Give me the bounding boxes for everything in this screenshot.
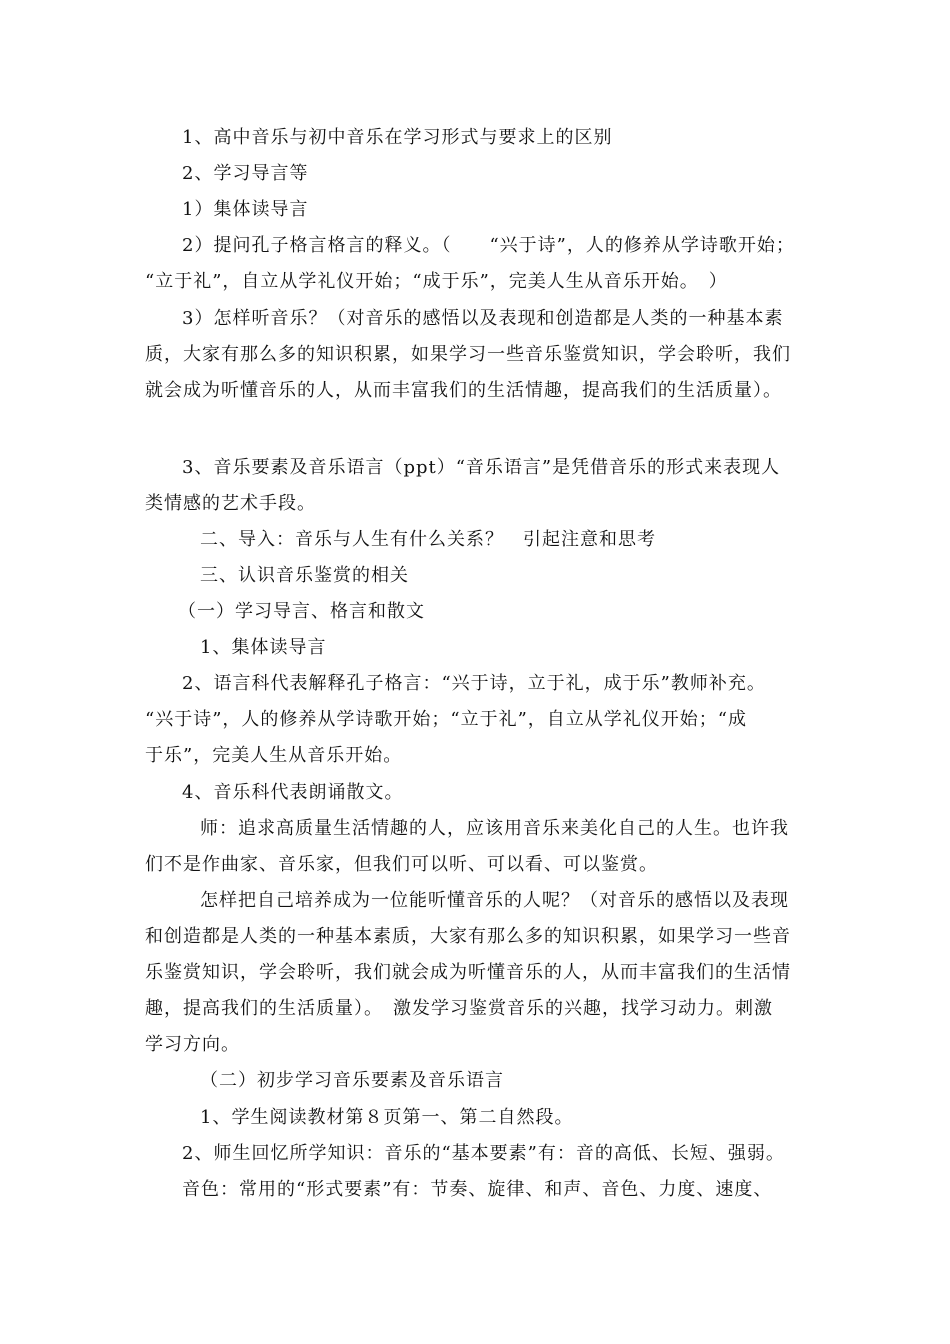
text-line: 1）集体读导言 (182, 199, 309, 220)
text-line: 二、导入：音乐与人生有什么关系？ 引起注意和思考 (200, 529, 656, 550)
text-line: 于乐”，完美人生从音乐开始。 (145, 745, 403, 766)
text-line: 乐鉴赏知识，学会聆听，我们就会成为听懂音乐的人，从而丰富我们的生活情 (145, 962, 791, 983)
text-line: 3）怎样听音乐？（对音乐的感悟以及表现和创造都是人类的一种基本素 (182, 308, 784, 329)
text-line: 师：追求高质量生活情趣的人，应该用音乐来美化自己的人生。也许我 (200, 818, 789, 839)
text-line: 2、语言科代表解释孔子格言：“兴于诗，立于礼，成于乐”教师补充。 (182, 673, 766, 694)
text-line: 三、认识音乐鉴赏的相关 (200, 565, 409, 586)
text-line: 2、师生回忆所学知识：音乐的“基本要素”有：音的高低、长短、强弱。 (182, 1143, 785, 1164)
text-line: （二）初步学习音乐要素及音乐语言 (200, 1070, 504, 1091)
text-line: 2、学习导言等 (182, 163, 309, 184)
text-line: 2）提问孔子格言格言的释义。（ “兴于诗”，人的修养从学诗歌开始； (182, 235, 795, 256)
text-line: 就会成为听懂音乐的人，从而丰富我们的生活情趣，提高我们的生活质量）。 (145, 380, 782, 401)
text-line: “兴于诗”，人的修养从学诗歌开始；“立于礼”，自立从学礼仪开始；“成 (145, 709, 748, 730)
text-line: 趣，提高我们的生活质量）。 激发学习鉴赏音乐的兴趣，找学习动力。刺激 (145, 998, 773, 1019)
text-line: 3、音乐要素及音乐语言（ppt）“音乐语言”是凭借音乐的形式来表现人 (182, 457, 781, 478)
text-line: 们不是作曲家、音乐家，但我们可以听、可以看、可以鉴赏。 (145, 854, 658, 875)
text-line: （一）学习导言、格言和散文 (178, 601, 425, 622)
text-line: 类情感的艺术手段。 (145, 493, 316, 514)
text-line: 和创造都是人类的一种基本素质，大家有那么多的知识积累，如果学习一些音 (145, 926, 791, 947)
text-line: 1、高中音乐与初中音乐在学习形式与要求上的区别 (182, 127, 613, 148)
text-line: 1、学生阅读教材第８页第一、第二自然段。 (200, 1107, 574, 1128)
text-line: 怎样把自己培养成为一位能听懂音乐的人呢？（对音乐的感悟以及表现 (200, 890, 789, 911)
text-line: 1、集体读导言 (200, 637, 327, 658)
text-line: 4、音乐科代表朗诵散文。 (182, 782, 404, 803)
text-line: 学习方向。 (145, 1034, 240, 1055)
text-line: “立于礼”，自立从学礼仪开始；“成于乐”，完美人生从音乐开始。 ） (145, 271, 728, 292)
text-line: 质，大家有那么多的知识积累，如果学习一些音乐鉴赏知识，学会聆听，我们 (145, 344, 791, 365)
text-line: 音色：常用的“形式要素”有：节奏、旋律、和声、音色、力度、速度、 (182, 1179, 773, 1200)
